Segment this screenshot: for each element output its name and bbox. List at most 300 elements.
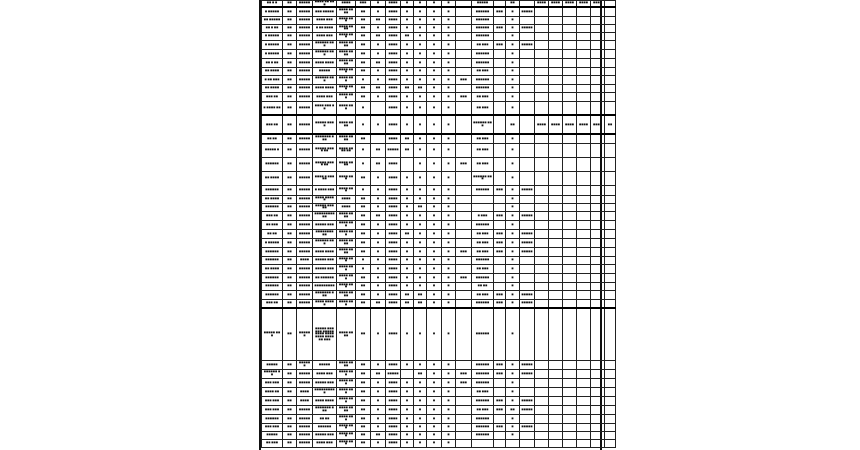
- table-cell: ■■■■■ ■■■■■■ ■■■■■ ■■■■ ■■■■ ■■■■ ■■■■■■ ■■■: [313, 308, 337, 360]
- table-cell: ■■: [283, 405, 297, 414]
- table-cell: ■: [401, 387, 414, 396]
- table-cell: ■■■■■■: [472, 75, 494, 84]
- table-cell: ■: [414, 67, 427, 75]
- table-cell: ■ ■■■■■: [262, 238, 283, 247]
- table-cell: [520, 431, 535, 439]
- table-cell: ■■■■■: [297, 299, 313, 308]
- table-cell: [549, 49, 563, 58]
- table-cell: ■■■■■: [297, 282, 313, 290]
- table-cell: [456, 414, 472, 423]
- table-cell: ■■: [356, 387, 371, 396]
- table-cell: ■: [401, 247, 414, 256]
- table-cell: ■: [414, 238, 427, 247]
- table-cell: [520, 157, 535, 171]
- table-cell: [577, 247, 591, 256]
- table-cell: ■■: [356, 24, 371, 32]
- table-cell: ■: [427, 49, 442, 58]
- table-cell: [535, 369, 549, 378]
- table-cell: [605, 405, 616, 414]
- table-cell: ■■■■■■■■■: [313, 282, 337, 290]
- table-cell: ■: [371, 405, 386, 414]
- table-cell: ■■: [283, 143, 297, 157]
- table-cell: ■■: [283, 396, 297, 405]
- table-cell: [605, 273, 616, 282]
- table-cell: ■: [427, 360, 442, 369]
- table-cell: [591, 360, 605, 369]
- table-row: [262, 431, 616, 439]
- table-cell: ■■: [283, 439, 297, 447]
- table-cell: ■■■■ ■■■: [337, 423, 356, 431]
- table-cell: ■■■■■■: [472, 396, 494, 405]
- table-cell: ■■: [506, 1, 520, 8]
- table-cell: [494, 157, 506, 171]
- table-cell: [591, 439, 605, 447]
- table-cell: ■■: [283, 431, 297, 439]
- table-cell: [472, 195, 494, 203]
- table-row: [262, 92, 616, 101]
- table-cell: ■■ ■■■: [472, 40, 494, 49]
- table-cell: ■■■■■: [520, 7, 535, 16]
- table-cell: ■■■■: [386, 195, 401, 203]
- table-cell: ■■: [283, 185, 297, 195]
- table-cell: [549, 273, 563, 282]
- table-cell: ■: [427, 431, 442, 439]
- table-cell: [591, 220, 605, 229]
- table-cell: ■: [356, 264, 371, 273]
- table-cell: ■■: [283, 67, 297, 75]
- table-cell: ■■■■ ■■■: [337, 92, 356, 101]
- table-cell: [535, 171, 549, 185]
- scanned-data-sheet: [259, 0, 613, 450]
- table-cell: ■■■■■: [262, 360, 283, 369]
- table-cell: ■: [442, 75, 456, 84]
- table-cell: ■ ■■■■ ■■■: [313, 185, 337, 195]
- table-cell: ■: [401, 282, 414, 290]
- table-cell: ■■■: [494, 211, 506, 220]
- table-cell: ■■■■■: [520, 211, 535, 220]
- table-cell: ■■: [356, 299, 371, 308]
- table-cell: ■■: [506, 115, 520, 134]
- table-cell: ■: [506, 32, 520, 40]
- table-cell: ■■■■ ■■■: [337, 101, 356, 115]
- table-cell: ■: [442, 387, 456, 396]
- table-cell: ■■■■■■ ■■: [262, 369, 283, 378]
- table-cell: ■■■ ■■■: [262, 405, 283, 414]
- table-cell: ■■■■■: [313, 67, 337, 75]
- table-cell: [535, 32, 549, 40]
- table-cell: [563, 387, 577, 396]
- table-cell: ■: [427, 7, 442, 16]
- table-cell: ■■■■: [386, 1, 401, 8]
- table-cell: [535, 157, 549, 171]
- table-cell: [535, 75, 549, 84]
- table-cell: [563, 32, 577, 40]
- table-cell: ■■: [283, 49, 297, 58]
- table-cell: ■■■■■■: [472, 16, 494, 24]
- table-cell: ■■■ ■■■: [262, 378, 283, 387]
- table-cell: ■: [442, 396, 456, 405]
- table-cell: ■■ ■■■: [472, 247, 494, 256]
- table-cell: ■■■■■ ■■■■■: [313, 203, 337, 211]
- table-cell: ■■ ■■■: [472, 229, 494, 238]
- table-cell: [535, 439, 549, 447]
- table-cell: [494, 282, 506, 290]
- table-row: [262, 396, 616, 405]
- table-cell: [605, 211, 616, 220]
- table-cell: ■■■■: [386, 360, 401, 369]
- table-cell: ■: [371, 414, 386, 423]
- table-cell: ■: [356, 115, 371, 134]
- table-cell: ■■■■: [386, 32, 401, 40]
- table-cell: ■: [427, 67, 442, 75]
- table-cell: [535, 256, 549, 264]
- table-cell: ■■■■ ■■■■: [313, 84, 337, 92]
- table-cell: [456, 211, 472, 220]
- table-cell: [563, 439, 577, 447]
- table-cell: [549, 256, 563, 264]
- table-cell: ■: [401, 171, 414, 185]
- table-row: [262, 264, 616, 273]
- table-cell: ■: [371, 238, 386, 247]
- table-cell: [563, 220, 577, 229]
- table-cell: [563, 67, 577, 75]
- table-cell: [494, 101, 506, 115]
- table-cell: ■■■■■■: [472, 32, 494, 40]
- table-cell: ■: [356, 75, 371, 84]
- table-cell: [549, 308, 563, 360]
- table-cell: ■■■■■: [520, 405, 535, 414]
- table-cell: ■■: [356, 360, 371, 369]
- table-cell: ■: [442, 49, 456, 58]
- table-cell: [520, 134, 535, 143]
- table-cell: [605, 16, 616, 24]
- table-cell: [591, 16, 605, 24]
- table-cell: ■■■■: [337, 1, 356, 8]
- table-cell: [535, 273, 549, 282]
- table-cell: ■■■■■■ ■■■: [313, 238, 337, 247]
- table-row: [262, 171, 616, 185]
- table-cell: ■■■■ ■■■: [337, 185, 356, 195]
- table-cell: ■■■■: [386, 84, 401, 92]
- table-cell: [520, 67, 535, 75]
- table-cell: ■: [506, 134, 520, 143]
- table-cell: [456, 256, 472, 264]
- table-cell: ■: [427, 75, 442, 84]
- table-cell: [577, 220, 591, 229]
- table-cell: ■■: [356, 238, 371, 247]
- table-cell: ■■■■■: [297, 101, 313, 115]
- table-cell: ■: [506, 282, 520, 290]
- table-row: [262, 299, 616, 308]
- table-row: [262, 369, 616, 378]
- table-cell: ■: [442, 229, 456, 238]
- table-cell: [591, 92, 605, 101]
- table-cell: ■■■■■: [297, 229, 313, 238]
- table-row: [262, 290, 616, 299]
- table-cell: ■: [427, 369, 442, 378]
- table-cell: ■: [401, 414, 414, 423]
- table-cell: [494, 1, 506, 8]
- table-cell: ■■■■: [591, 1, 605, 8]
- table-row: [262, 40, 616, 49]
- table-cell: ■■■■■: [520, 369, 535, 378]
- table-cell: ■■■■■: [297, 211, 313, 220]
- table-cell: [591, 396, 605, 405]
- table-cell: ■■: [283, 157, 297, 171]
- table-cell: ■■: [283, 171, 297, 185]
- table-cell: ■■■■: [386, 423, 401, 431]
- table-cell: ■■■■ ■■■■: [337, 7, 356, 16]
- table-cell: [577, 387, 591, 396]
- table-row: [262, 238, 616, 247]
- table-cell: [456, 16, 472, 24]
- table-cell: [549, 396, 563, 405]
- table-cell: [563, 40, 577, 49]
- table-cell: [605, 185, 616, 195]
- table-cell: [535, 203, 549, 211]
- table-row: [262, 134, 616, 143]
- table-cell: ■: [506, 264, 520, 273]
- table-cell: [605, 247, 616, 256]
- table-cell: ■■: [283, 229, 297, 238]
- table-cell: ■: [371, 195, 386, 203]
- table-cell: [577, 143, 591, 157]
- table-cell: [563, 423, 577, 431]
- table-cell: ■■■■ ■■■■■: [313, 195, 337, 203]
- table-cell: ■: [401, 439, 414, 447]
- table-cell: ■■■■■: [520, 185, 535, 195]
- table-cell: [591, 7, 605, 16]
- table-cell: ■: [371, 220, 386, 229]
- table-cell: ■ ■■■■■: [262, 32, 283, 40]
- table-cell: [563, 414, 577, 423]
- table-cell: [577, 273, 591, 282]
- table-cell: [591, 171, 605, 185]
- table-cell: [591, 211, 605, 220]
- table-cell: ■■■■: [386, 439, 401, 447]
- table-cell: ■: [356, 185, 371, 195]
- table-cell: ■■: [414, 369, 427, 378]
- table-cell: ■■■■■: [520, 290, 535, 299]
- table-cell: [577, 195, 591, 203]
- table-cell: ■■■■■: [297, 369, 313, 378]
- table-cell: [520, 101, 535, 115]
- table-cell: ■: [371, 229, 386, 238]
- table-cell: ■■■■■■: [262, 157, 283, 171]
- table-cell: ■: [442, 32, 456, 40]
- table-cell: ■: [506, 92, 520, 101]
- table-cell: ■■: [283, 101, 297, 115]
- table-cell: [520, 273, 535, 282]
- table-cell: [591, 24, 605, 32]
- table-cell: [605, 282, 616, 290]
- table-cell: ■: [427, 195, 442, 203]
- table-cell: [591, 84, 605, 92]
- table-cell: ■: [401, 195, 414, 203]
- table-cell: [535, 84, 549, 92]
- table-cell: [535, 49, 549, 58]
- table-cell: [563, 247, 577, 256]
- table-cell: ■: [401, 423, 414, 431]
- table-cell: ■■■■: [549, 115, 563, 134]
- table-cell: ■: [442, 290, 456, 299]
- table-cell: ■: [506, 256, 520, 264]
- table-cell: ■■■ ■■: [262, 115, 283, 134]
- table-cell: ■■■■: [337, 195, 356, 203]
- table-cell: ■■: [283, 32, 297, 40]
- table-cell: [549, 157, 563, 171]
- table-cell: ■■■■■: [297, 32, 313, 40]
- table-cell: [563, 157, 577, 171]
- table-cell: ■■■■■■: [262, 256, 283, 264]
- table-cell: ■■: [356, 439, 371, 447]
- table-cell: ■■■■■■: [472, 220, 494, 229]
- table-cell: [577, 264, 591, 273]
- table-cell: [577, 75, 591, 84]
- table-cell: ■■■■■ ■■■: [313, 431, 337, 439]
- table-cell: ■■: [356, 58, 371, 67]
- table-cell: ■: [371, 282, 386, 290]
- table-cell: ■■: [401, 84, 414, 92]
- table-cell: [549, 238, 563, 247]
- table-cell: ■: [506, 143, 520, 157]
- table-row: [262, 273, 616, 282]
- table-cell: ■■■■■: [297, 143, 313, 157]
- table-row: [262, 185, 616, 195]
- table-row: [262, 16, 616, 24]
- table-cell: [535, 378, 549, 387]
- table-cell: ■■■■■: [297, 439, 313, 447]
- table-cell: [605, 171, 616, 185]
- table-cell: ■■■■■: [297, 378, 313, 387]
- table-cell: ■: [506, 387, 520, 396]
- table-cell: ■■: [356, 414, 371, 423]
- table-cell: [563, 101, 577, 115]
- table-cell: ■■■■: [386, 299, 401, 308]
- table-cell: ■■■■■ ■■■■: [313, 115, 337, 134]
- table-cell: ■■■■ ■■■: [337, 264, 356, 273]
- table-cell: ■■ ■■■: [472, 143, 494, 157]
- table-cell: ■: [371, 360, 386, 369]
- table-cell: ■: [414, 32, 427, 40]
- table-cell: ■■■: [456, 273, 472, 282]
- table-cell: ■■: [356, 7, 371, 16]
- table-cell: ■: [442, 7, 456, 16]
- table-cell: ■: [414, 24, 427, 32]
- table-cell: [605, 360, 616, 369]
- table-cell: ■: [401, 24, 414, 32]
- table-cell: ■■■■ ■■■: [337, 75, 356, 84]
- table-cell: ■■■■: [386, 16, 401, 24]
- table-cell: [605, 387, 616, 396]
- table-cell: ■■■■ ■■■: [337, 369, 356, 378]
- table-cell: ■: [371, 75, 386, 84]
- table-cell: ■: [401, 431, 414, 439]
- table-cell: [456, 134, 472, 143]
- table-cell: [577, 414, 591, 423]
- table-cell: ■■ ■■■: [472, 134, 494, 143]
- table-cell: ■: [427, 290, 442, 299]
- table-cell: ■: [427, 211, 442, 220]
- table-cell: ■■■■■: [472, 1, 494, 8]
- table-cell: ■■: [414, 84, 427, 92]
- table-cell: ■■ ■■: [262, 229, 283, 238]
- table-cell: ■: [371, 67, 386, 75]
- table-cell: [535, 238, 549, 247]
- table-cell: ■■: [283, 211, 297, 220]
- table-cell: [520, 58, 535, 67]
- table-cell: ■ ■■ ■■■: [262, 75, 283, 84]
- table-cell: ■■■■■■ ■■■: [472, 115, 494, 134]
- table-cell: ■■■■■■: [297, 360, 313, 369]
- table-cell: [535, 211, 549, 220]
- table-cell: [591, 143, 605, 157]
- table-cell: ■: [414, 431, 427, 439]
- table-cell: ■■■■: [386, 7, 401, 16]
- table-cell: ■■■■■■■ ■■■: [313, 405, 337, 414]
- table-cell: ■: [356, 143, 371, 157]
- table-cell: ■: [401, 203, 414, 211]
- table-cell: [520, 264, 535, 273]
- table-cell: ■■: [283, 238, 297, 247]
- table-cell: ■■■■: [386, 256, 401, 264]
- table-cell: ■■: [283, 256, 297, 264]
- table-cell: ■■■■ ■■■: [337, 387, 356, 396]
- table-cell: ■■: [283, 75, 297, 84]
- table-cell: [577, 290, 591, 299]
- table-cell: [494, 16, 506, 24]
- table-cell: [591, 238, 605, 247]
- table-cell: ■: [442, 40, 456, 49]
- table-cell: ■ ■■■■■: [262, 49, 283, 58]
- table-cell: ■■■■ ■■■■: [337, 49, 356, 58]
- table-cell: ■■: [356, 49, 371, 58]
- table-cell: ■■■■■: [520, 396, 535, 405]
- table-cell: [535, 134, 549, 143]
- table-cell: ■■■■■■: [472, 185, 494, 195]
- table-cell: ■■■■■: [297, 414, 313, 423]
- table-cell: ■■■■ ■■■■: [337, 115, 356, 134]
- table-cell: ■■: [356, 405, 371, 414]
- table-cell: ■: [506, 220, 520, 229]
- table-cell: ■■: [283, 203, 297, 211]
- table-cell: [456, 396, 472, 405]
- table-cell: [605, 7, 616, 16]
- table-cell: ■: [414, 256, 427, 264]
- table-cell: ■: [506, 157, 520, 171]
- table-cell: [494, 75, 506, 84]
- table-cell: [371, 134, 386, 143]
- table-cell: ■: [414, 360, 427, 369]
- table-cell: ■: [506, 40, 520, 49]
- table-cell: [577, 134, 591, 143]
- table-cell: ■: [442, 308, 456, 360]
- table-cell: [494, 58, 506, 67]
- table-cell: ■■: [283, 273, 297, 282]
- table-cell: ■■: [356, 396, 371, 405]
- table-cell: [577, 84, 591, 92]
- table-cell: [577, 7, 591, 16]
- table-cell: [563, 49, 577, 58]
- table-row: [262, 203, 616, 211]
- table-cell: ■■■■: [386, 157, 401, 171]
- table-cell: [494, 171, 506, 185]
- table-cell: ■■■■: [386, 185, 401, 195]
- table-cell: ■■: [283, 134, 297, 143]
- table-cell: ■■: [401, 32, 414, 40]
- table-cell: ■: [427, 308, 442, 360]
- table-cell: [535, 24, 549, 32]
